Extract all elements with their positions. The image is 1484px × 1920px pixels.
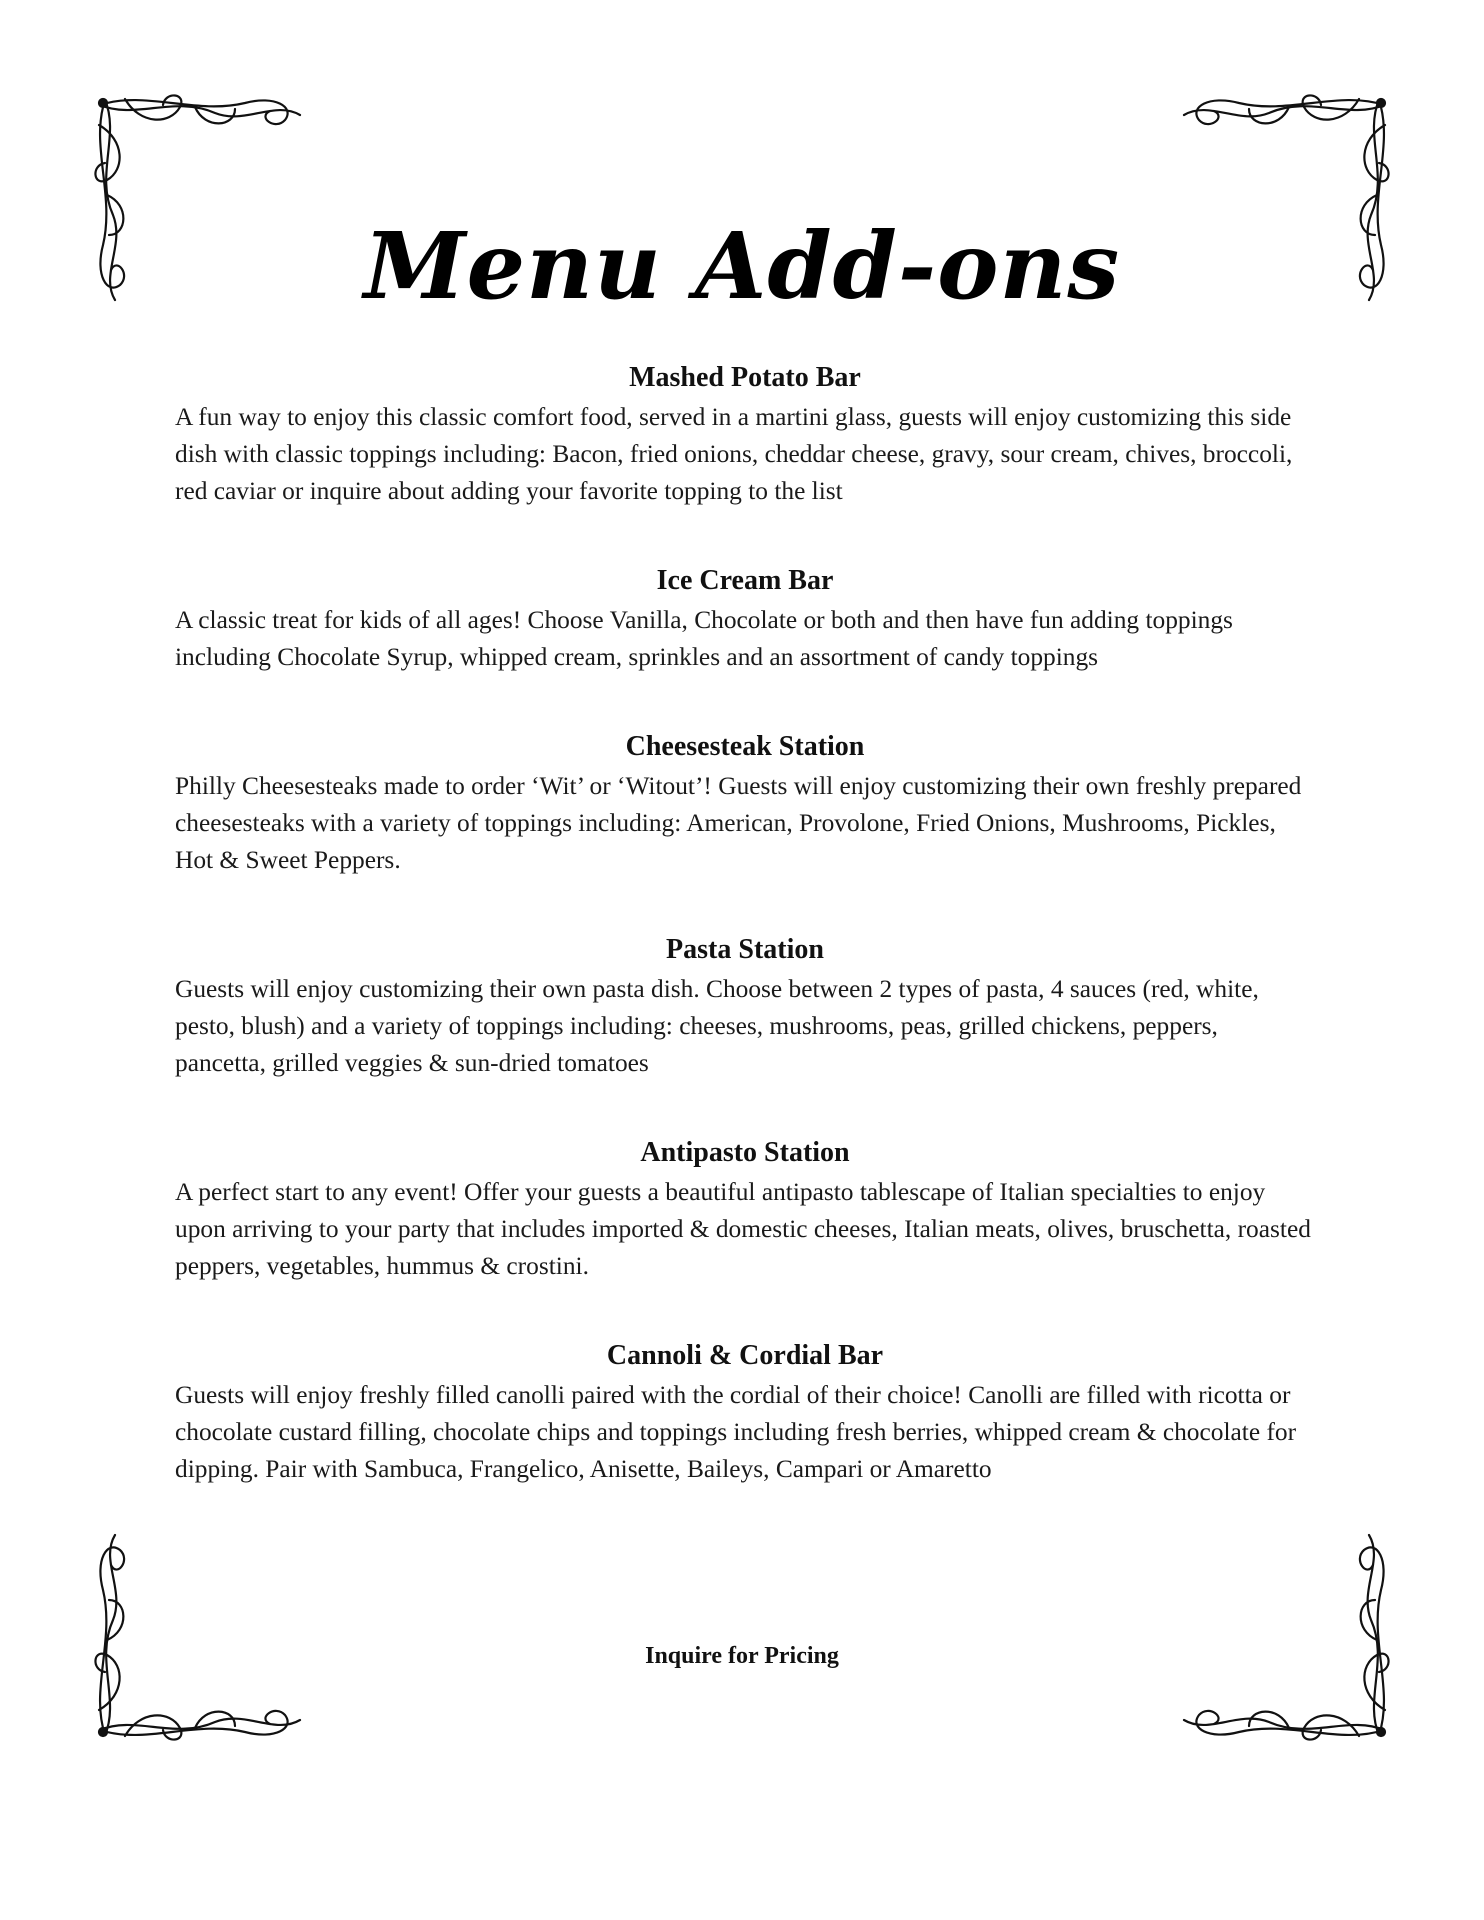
section-ice-cream-bar bbox=[175, 563, 1315, 676]
section-antipasto-station bbox=[175, 1135, 1315, 1285]
page-title: Menu Add-ons bbox=[363, 211, 1121, 320]
section-description: A perfect start to any event! Offer your guests a beautiful antipasto tablescape of Italian specialties to enjoy upon arriving to your party that includes imported & domestic cheeses, Italian meats, olives, bruschetta, roasted peppers, vegetables, hummus & crostini. bbox=[175, 1178, 1311, 1280]
corner-flourish-bottom-right bbox=[1169, 1520, 1399, 1750]
section-title: Cannoli & Cordial Bar bbox=[606, 1340, 884, 1371]
corner-flourish-bottom-left bbox=[85, 1520, 315, 1750]
section-title: Pasta Station bbox=[666, 934, 824, 965]
section-title: Antipasto Station bbox=[640, 1137, 850, 1168]
section-cheesesteak-station bbox=[175, 729, 1315, 879]
section-description: Philly Cheesesteaks made to order ‘Wit’ or ‘Witout’! Guests will enjoy customizing their own freshly prepared cheesesteaks with a variety of toppings including: American, Provolone, Fried Onions, Mushrooms, Pickles, Hot & Sweet Peppers. bbox=[175, 772, 1302, 874]
section-cannoli-cordial-bar bbox=[175, 1338, 1315, 1488]
section-pasta-station bbox=[175, 932, 1315, 1082]
section-description: A fun way to enjoy this classic comfort food, served in a martini glass, guests will enjoy customizing this side dish with classic toppings including: Bacon, fried onions, cheddar cheese, gravy, sour cream, chives, broccoli, red caviar or inquire about adding your favorite topping to the list bbox=[175, 403, 1293, 505]
section-title: Mashed Potato Bar bbox=[629, 362, 861, 393]
section-description: A classic treat for kids of all ages! Choose Vanilla, Chocolate or both and then have fun adding toppings including Chocolate Syrup, whipped cream, sprinkles and an assortment of candy toppings bbox=[175, 606, 1233, 671]
section-title: Cheesesteak Station bbox=[625, 731, 865, 762]
section-mashed-potato-bar bbox=[175, 360, 1315, 510]
section-title: Ice Cream Bar bbox=[656, 565, 834, 596]
section-description: Guests will enjoy freshly filled canolli paired with the cordial of their choice! Canolli are filled with ricotta or chocolate custard filling, chocolate chips and toppings including fresh berries, whipped cream & chocolate for dipping. Pair with Sambuca, Frangelico, Anisette, Baileys, Campari or Amaretto bbox=[175, 1381, 1297, 1483]
section-description: Guests will enjoy customizing their own pasta dish. Choose between 2 types of pasta, 4 sauces (red, white, pesto, blush) and a variety of toppings including: cheeses, mushrooms, peas, grilled chickens, peppers, pancetta, grilled veggies & sun-dried tomatoes bbox=[175, 975, 1259, 1077]
pricing-note: Inquire for Pricing bbox=[645, 1643, 839, 1669]
menu-sections bbox=[175, 360, 1315, 1541]
